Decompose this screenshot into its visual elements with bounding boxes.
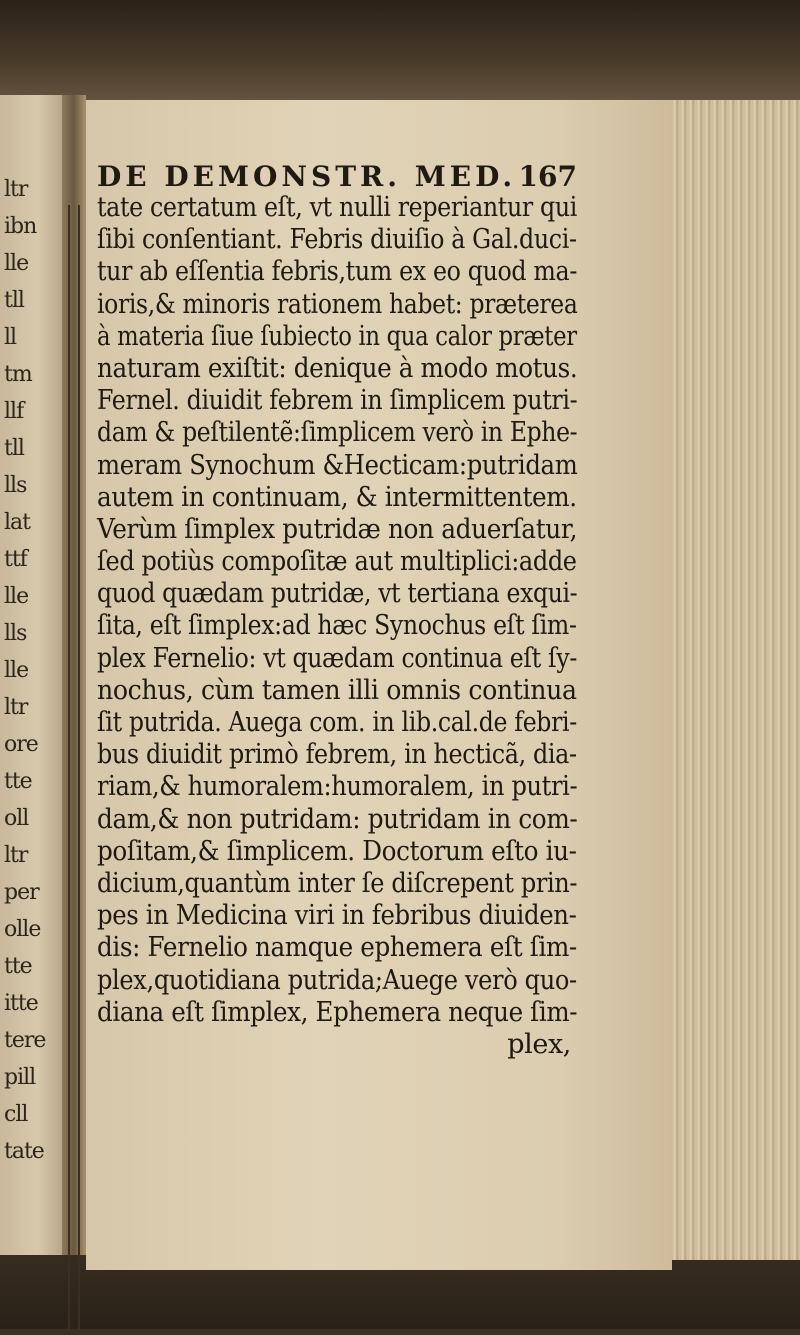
prev-page-fragment: lle xyxy=(4,584,29,609)
text-line: ſibi conſentiant. Febris diuiſio à Gal.duci- xyxy=(97,224,577,256)
prev-page-fragment: llf xyxy=(4,399,24,424)
page-stack-edges xyxy=(672,100,800,1260)
prev-page-fragment: per xyxy=(4,880,39,905)
prev-page-fragment: tate xyxy=(4,1139,44,1164)
prev-page-fragment: itte xyxy=(4,991,38,1016)
text-line: riam,& humoralem:humoralem, in putri- xyxy=(97,771,578,803)
text-line: à materia ſiue ſubiecto in qua calor prӕter xyxy=(97,320,577,352)
prev-page-fragment: cll xyxy=(4,1102,28,1127)
gutter-line xyxy=(78,205,80,1335)
prev-page-fragment: ttf xyxy=(4,547,27,572)
prev-page-fragment: lle xyxy=(4,658,29,683)
body-text xyxy=(97,192,577,1061)
prev-page-fragment: lle xyxy=(4,251,29,276)
text-line: meram Synochum &Hecticam:putridam xyxy=(97,449,578,481)
text-line: diana eſt ſimplex, Ephemera neque ſim- xyxy=(97,996,578,1028)
text-line: plex,quotidiana putrida;Auege verò quo- xyxy=(97,964,577,996)
running-title: DE DEMONSTR. MED. xyxy=(97,160,517,193)
prev-page-fragment: ibn xyxy=(4,214,37,239)
text-line: Verùm ſimplex putridӕ non aduerſatur, xyxy=(97,513,578,545)
prev-page-fragment: ltr xyxy=(4,695,28,720)
text-line: bus diuidit primò febrem, in hecticã, dia- xyxy=(97,739,577,771)
prev-page-fragment: tte xyxy=(4,769,32,794)
prev-page-fragment: lls xyxy=(4,473,27,498)
catchword: plex, xyxy=(507,1028,571,1060)
prev-page-fragment: tm xyxy=(4,362,32,387)
text-line: tur ab eſſentia febris,tum ex eo quod ma- xyxy=(97,256,577,288)
text-line: quod quӕdam putridӕ, vt tertiana exqui- xyxy=(97,578,578,610)
text-line: ſita, eſt ſimplex:ad hӕc Synochus eſt ſim- xyxy=(97,610,577,642)
text-line: dam,& non putridam: putridam in com- xyxy=(97,803,578,835)
prev-page-fragment: olle xyxy=(4,917,41,942)
prev-page-fragment: ltr xyxy=(4,177,28,202)
text-line: dis: Fernelio namque ephemera eſt ſim- xyxy=(97,932,577,964)
text-line: dam & peſtilentẽ:ſimplicem verò in Ephe- xyxy=(97,417,578,449)
gutter-line xyxy=(68,205,70,1335)
text-line: pes in Medicina viri in febribus diuiden- xyxy=(97,900,577,932)
prev-page-fragment: lls xyxy=(4,621,27,646)
scan-top-shadow xyxy=(0,0,800,110)
prev-page-fragment: tll xyxy=(4,288,24,313)
prev-page-fragment: ore xyxy=(4,732,38,757)
book-gutter xyxy=(62,95,86,1255)
text-line: tate certatum eſt, vt nulli reperiantur qui xyxy=(97,192,578,223)
text-line: ſit putrida. Auega com. in lib.cal.de febri- xyxy=(97,707,577,738)
prev-page-fragment: oll xyxy=(4,806,29,831)
text-line: plex Fernelio: vt quӕdam continua eſt ſy- xyxy=(97,642,577,674)
text-line: dicium,quantùm inter ſe diſcrepent prin- xyxy=(97,867,578,899)
text-line: autem in continuam, & intermittentem. xyxy=(97,481,577,513)
prev-page-fragment: lat xyxy=(4,510,30,535)
prev-page-fragment: tere xyxy=(4,1028,46,1053)
page-number: 167 xyxy=(518,160,577,193)
text-line: naturam exiſtit: denique à modo motus. xyxy=(97,352,578,384)
text-line: ioris,& minoris rationem habet: prӕterea xyxy=(97,288,578,320)
prev-page-fragment: tte xyxy=(4,954,32,979)
prev-page-fragment: ll xyxy=(4,325,17,350)
text-line: ſed potiùs compoſitӕ aut multiplici:adde xyxy=(97,546,577,578)
page-header xyxy=(97,160,577,194)
prev-page-fragment: pill xyxy=(4,1065,36,1090)
text-line: poſitam,& ſimplicem. Doctorum eſto iu- xyxy=(97,835,577,867)
text-line: nochus, cùm tamen illi omnis continua xyxy=(97,674,577,706)
prev-page-fragment: tll xyxy=(4,436,24,461)
previous-page-edge xyxy=(0,95,62,1255)
text-line: Fernel. diuidit febrem in ſimplicem putri- xyxy=(97,385,578,417)
prev-page-fragment: ltr xyxy=(4,843,28,868)
